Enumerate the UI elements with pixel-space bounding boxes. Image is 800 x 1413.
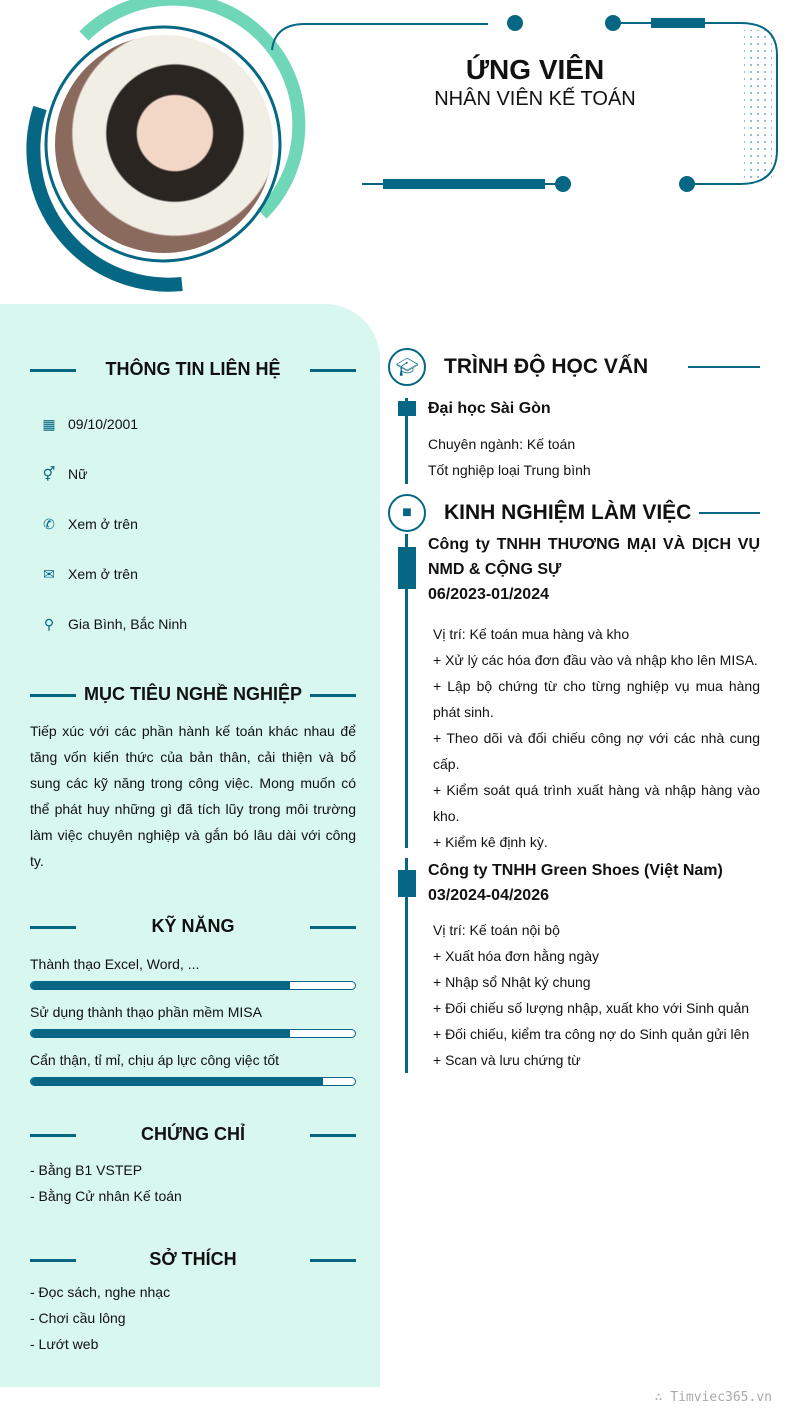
certificate-item: - Bằng B1 VSTEP (30, 1162, 143, 1178)
email-icon: ✉ (43, 565, 55, 582)
skill-bar (30, 1077, 356, 1086)
skills-heading: KỸ NĂNG (30, 911, 356, 941)
company-name: Công ty TNHH THƯƠNG MẠI VÀ DỊCH VỤ NMD & CỘNG SỰ (428, 536, 760, 578)
hobby-item: - Lướt web (30, 1336, 99, 1352)
hobby-item: - Chơi cầu lông (30, 1310, 126, 1326)
location-icon: ⚲ (43, 615, 55, 632)
skill-label: Cẩn thận, tỉ mỉ, chịu áp lực công việc tốt (30, 1052, 280, 1068)
company-name: Công ty TNHH Green Shoes (Việt Nam) (428, 862, 723, 879)
job-line: Vị trí: Kế toán nội bộ (433, 922, 560, 938)
hobbies-heading: SỞ THÍCH (30, 1244, 356, 1274)
job-period: 03/2024-04/2026 (428, 887, 549, 904)
job-line: + Nhập sổ Nhật ký chung (433, 974, 591, 990)
certificate-item: - Bằng Cử nhân Kế toán (30, 1188, 182, 1204)
graduation-cap-icon: 🎓︎ (388, 348, 426, 386)
certificates-heading: CHỨNG CHỈ (30, 1119, 356, 1149)
job-line: Vị trí: Kế toán mua hàng và kho (433, 626, 630, 642)
skill-bar (30, 981, 356, 990)
job-line: + Kiểm kê định kỳ. (433, 834, 548, 850)
education-line: Chuyên ngành: Kế toán (428, 436, 576, 452)
briefcase-icon: ■ (388, 494, 426, 532)
job-details (428, 621, 760, 855)
contact-gender: ⚥ Nữ (38, 463, 87, 485)
watermark: ∴ Timviec365.vn (654, 1390, 772, 1405)
job-item (428, 858, 760, 1073)
skill-label: Sử dụng thành thạo phần mềm MISA (30, 1004, 262, 1020)
certificates-list (30, 1157, 182, 1209)
education-heading: 🎓︎ TRÌNH ĐỘ HỌC VẤN (388, 348, 760, 386)
objective-heading: MỤC TIÊU NGHỀ NGHIỆP (30, 679, 356, 709)
job-line: + Đối chiếu, kiểm tra công nợ do Sinh quản gửi lên (433, 1026, 750, 1042)
hobby-item: - Đọc sách, nghe nhạc (30, 1284, 171, 1300)
job-item (428, 532, 760, 855)
job-line: + Scan và lưu chứng từ (433, 1052, 581, 1068)
job-title: NHÂN VIÊN KẾ TOÁN (434, 88, 636, 110)
job-line: + Đối chiếu số lượng nhập, xuất kho với Sinh quản (433, 1000, 750, 1016)
experience-heading: ■ KINH NGHIỆM LÀM VIỆC (388, 494, 760, 532)
school-name: Đại học Sài Gòn (428, 400, 551, 417)
education-details (428, 431, 760, 483)
calendar-icon: ▦ (42, 415, 56, 432)
gender-icon: ⚥ (42, 465, 56, 482)
contact-phone: ✆ Xem ở trên (38, 513, 138, 535)
job-details (428, 917, 760, 1073)
contact-location: ⚲ Gia Bình, Bắc Ninh (38, 613, 187, 635)
objective-text: Tiếp xúc với các phần hành kế toán khác nhau để tăng vốn kiến thức của bản thân, cải thiện và bổ sung các kỹ năng trong công việc. Mong muốn có thể phát huy những gì đã tích lũy trong môi trường làm việc chuyên nghiệp và gắn bó lâu dài với công ty. (30, 723, 356, 869)
avatar (55, 35, 273, 253)
skill-label: Thành thạo Excel, Word, ... (30, 956, 200, 972)
job-period: 06/2023-01/2024 (428, 586, 549, 603)
job-line: + Xử lý các hóa đơn đầu vào và nhập kho lên MISA. (433, 652, 758, 668)
contact-heading: THÔNG TIN LIÊN HỆ (30, 354, 356, 384)
job-line: + Kiểm soát quá trình xuất hàng và nhập hàng vào kho. (433, 782, 760, 824)
job-line: + Theo dõi và đối chiếu công nợ với các nhà cung cấp. (433, 730, 760, 772)
job-line: + Xuất hóa đơn hằng ngày (433, 948, 600, 964)
phone-icon: ✆ (43, 515, 55, 532)
education-line: Tốt nghiệp loại Trung bình (428, 462, 591, 478)
job-line: + Lập bộ chứng từ cho từng nghiệp vụ mua hàng phát sinh. (433, 678, 760, 720)
candidate-name: ỨNG VIÊN (465, 54, 605, 85)
skill-bar (30, 1029, 356, 1038)
hobbies-list (30, 1279, 170, 1357)
contact-email: ✉ Xem ở trên (38, 563, 138, 585)
contact-birthday: ▦ 09/10/2001 (38, 413, 138, 435)
